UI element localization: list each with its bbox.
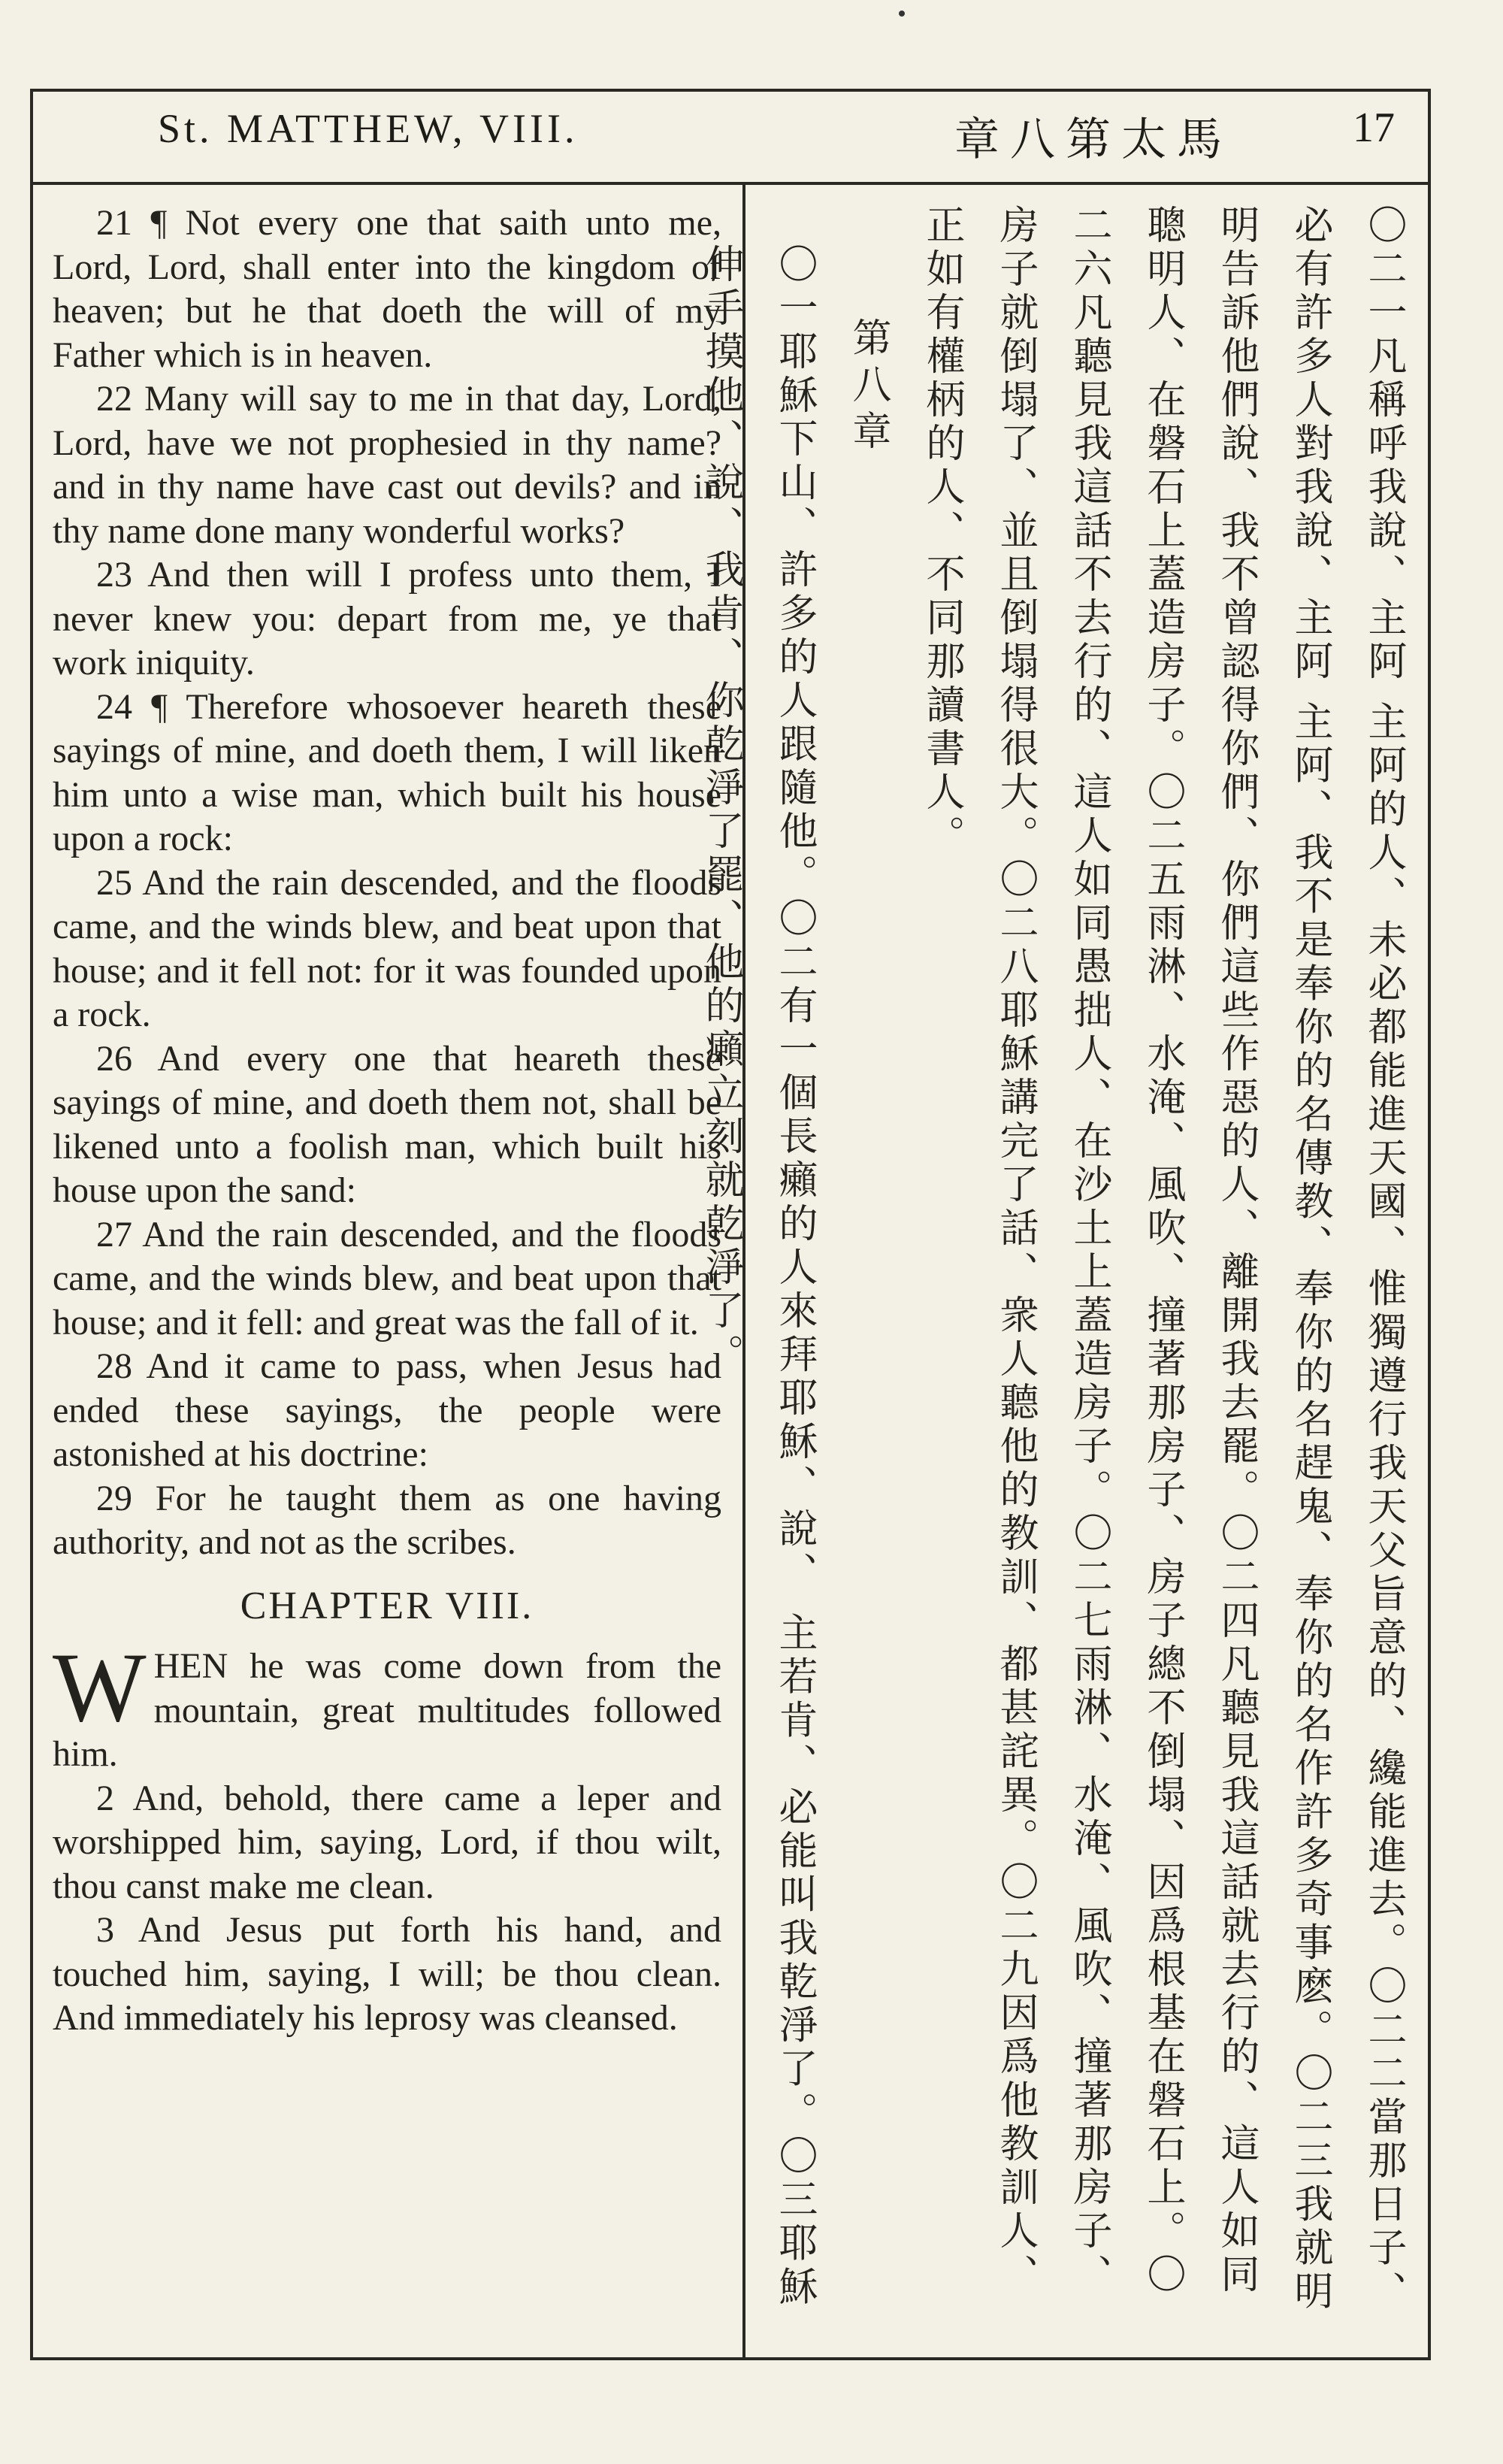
english-column [53,201,721,2041]
verse-7-21: 21 ¶ Not every one that saith unto me, Lord, Lord, shall enter into the kingdom of heaven; but he that doeth the will of my Father which is in heaven. [53,203,721,375]
verse-7-22: 22 Many will say to me in that day, Lord, Lord, have we not prophesied in thy name? and in thy name have cast out devils? and in thy name done many wonderful works? [53,379,721,551]
chapter-heading: CHAPTER VIII. [240,1584,534,1627]
english-running-title: St. MATTHEW, VIII. [158,106,579,151]
verse-7-24: 24 ¶ Therefore whosoever heareth these sayings of mine, and doeth them, I will liken him unto a wise man, which built his house upon a rock: [53,686,721,858]
verse-7-29: 29 For he taught them as one having authority, and not as the scribes. [53,1478,721,1562]
dropcap-letter: W [53,1632,147,1742]
verse-8-1-text: HEN he was come down from the mountain, great multitudes followed him. [53,1646,721,1774]
chinese-running-title: 章八第太馬 [954,114,1232,166]
verse-7-26: 26 And every one that heareth these sayings of mine, and doeth them not, shall be likened unto a foolish man, which built his house upon the sand: [53,1038,721,1210]
verse-7-25: 25 And the rain descended, and the floods came, and the winds blew, and beat upon that house; and it fell not: for it was founded upon a rock. [53,862,721,1034]
verse-7-23: 23 And then will I profess unto them, I never knew you: depart from me, ye that work iniquity. [53,555,721,683]
header-rule [30,182,1431,185]
verse-7-27: 27 And the rain descended, and the floods came, and the winds blew, and beat upon that house; and it fell: and great was the fall of it. [53,1214,721,1342]
chinese-chapter8-text: 〇一耶穌下山、許多的人跟隨他。〇二有一個長癩的人來拜耶穌、說、 主若肯、必能叫我乾淨了。〇三耶穌伸手摸他、說、我肯、你乾淨了罷、他的癩立刻就乾淨了。 [698,244,817,2310]
verse-7-28: 28 And it came to pass, when Jesus had ended these sayings, the people were astonished at his doctrine: [53,1346,721,1474]
verse-8-3: 3 And Jesus put forth his hand, and touched him, saying, I will; be thou clean. And immediately his leprosy was cleansed. [53,1910,721,2038]
verse-8-2: 2 And, behold, there came a leper and worshipped him, saying, Lord, if thou wilt, thou canst make me clean. [53,1778,721,1906]
ink-dot [899,11,905,17]
page-number: 17 [1353,104,1395,151]
chinese-chapter7-text: 〇二一凡稱呼我說、主阿 主阿的人、未必都能進天國、惟獨遵行我天父旨意的、纔能進去。〇二二當那日子、必有許多人對我說、主阿 主阿、我不是奉你的名傳教、奉你的名趕鬼、奉你的名作許多奇事麽。〇二三我就明明告訴他們說、我不曾認得你們、你們這些作惡的人、離開我去罷。〇二四凡聽見我這話就去行的、這人如同聰明人、在磐石上蓋造房子。〇二五雨淋、水淹、風吹、撞著那房子、房子總不倒塌、因爲根基在磐石上。〇二六凡聽見我這話不去行的、這人如同愚拙人、在沙土上蓋造房子。〇二七雨淋、水淹、風吹、撞著那房子、房子就倒塌了、並且倒塌得很大。〇二八耶穌講完了話、衆人聽他的教訓、都甚詫異。〇二九因爲他教訓人、正如有權柄的人、不同那讀書人。 [919,204,1406,2314]
verse-8-1 [53,1632,721,1777]
chinese-chapter-heading: 第八章 [845,317,891,457]
chinese-column [698,204,1420,2332]
